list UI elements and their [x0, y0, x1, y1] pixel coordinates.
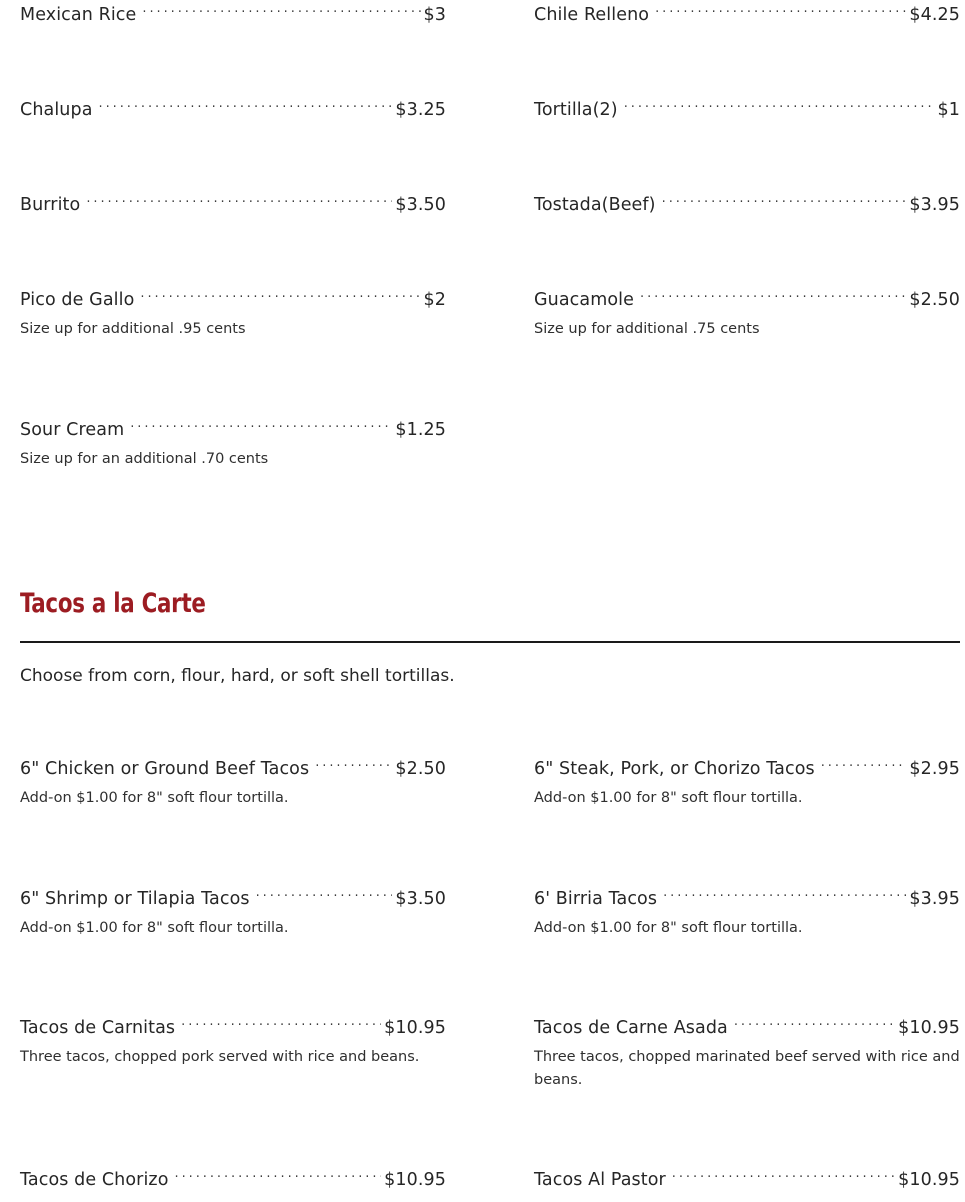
item-name: 6" Chicken or Ground Beef Tacos	[20, 759, 310, 779]
dot-leader	[624, 93, 935, 115]
item-name: Burrito	[20, 195, 81, 215]
menu-item-chicken-beef-tacos	[20, 752, 446, 810]
menu-item-tacos-al-pastor	[534, 1163, 960, 1190]
section-divider	[20, 641, 960, 643]
item-name: Chalupa	[20, 100, 93, 120]
dot-leader	[672, 1163, 895, 1185]
dot-leader	[662, 188, 907, 210]
section-title: Tacos a la Carte	[20, 588, 206, 619]
item-description: Add-on $1.00 for 8" soft flour tortilla.	[20, 920, 289, 936]
item-description: Add-on $1.00 for 8" soft flour tortilla.	[534, 790, 803, 806]
item-name: Pico de Gallo	[20, 290, 135, 310]
menu-item-guacamole	[534, 283, 960, 341]
item-description: Add-on $1.00 for 8" soft flour tortilla.	[20, 790, 289, 806]
item-description: Add-on $1.00 for 8" soft flour tortilla.	[534, 920, 803, 936]
item-price: $2.50	[909, 290, 960, 310]
item-name: Tacos de Carne Asada	[534, 1018, 728, 1038]
menu-item-tacos-de-chorizo	[20, 1163, 446, 1190]
item-price: $1.25	[395, 420, 446, 440]
item-name: Tacos de Chorizo	[20, 1170, 169, 1190]
menu-item-pico-de-gallo	[20, 283, 446, 341]
item-price: $3.50	[395, 889, 446, 909]
menu-item-sour-cream	[20, 413, 446, 471]
item-name: Chile Relleno	[534, 5, 650, 25]
dot-leader	[130, 413, 392, 435]
dot-leader	[181, 1011, 381, 1033]
item-price: $3	[423, 5, 446, 25]
item-price: $4.25	[909, 5, 960, 25]
dot-leader	[140, 283, 420, 305]
item-name: Tacos Al Pastor	[534, 1170, 666, 1190]
item-description: Size up for additional .95 cents	[20, 321, 246, 337]
menu-item-tostada	[534, 188, 960, 215]
dot-leader	[734, 1011, 895, 1033]
item-price: $3.50	[395, 195, 446, 215]
dot-leader	[99, 93, 393, 115]
menu-item-steak-pork-chorizo-tacos	[534, 752, 960, 810]
item-description: Three tacos, chopped marinated beef served with rice and beans.	[534, 1049, 960, 1088]
dot-leader	[315, 752, 392, 774]
item-name: Tacos de Carnitas	[20, 1018, 176, 1038]
menu-item-tacos-de-carnitas	[20, 1011, 446, 1069]
item-name: Tortilla(2)	[534, 100, 618, 120]
item-name: Mexican Rice	[20, 5, 137, 25]
item-price: $3.95	[909, 889, 960, 909]
item-price: $3.95	[909, 195, 960, 215]
menu-item-birria-tacos	[534, 882, 960, 940]
item-price: $10.95	[898, 1018, 960, 1038]
item-name: Guacamole	[534, 290, 635, 310]
item-name: Sour Cream	[20, 420, 125, 440]
menu-item-tacos-de-carne-asada	[534, 1011, 960, 1092]
dot-leader	[142, 0, 420, 20]
item-price: $1	[937, 100, 960, 120]
menu-item-mexican-rice	[20, 0, 446, 25]
menu-item-shrimp-tilapia-tacos	[20, 882, 446, 940]
dot-leader	[256, 882, 393, 904]
item-price: $2	[423, 290, 446, 310]
item-price: $10.95	[384, 1170, 446, 1190]
item-price: $10.95	[384, 1018, 446, 1038]
item-price: $2.50	[395, 759, 446, 779]
item-name: 6' Birria Tacos	[534, 889, 658, 909]
item-description: Size up for an additional .70 cents	[20, 451, 269, 467]
dot-leader	[655, 0, 906, 20]
menu-item-chalupa	[20, 93, 446, 120]
menu-item-tortilla	[534, 93, 960, 120]
dot-leader	[663, 882, 906, 904]
item-price: $2.95	[909, 759, 960, 779]
section-intro: Choose from corn, flour, hard, or soft shell tortillas.	[20, 666, 455, 686]
item-name: 6" Steak, Pork, or Chorizo Tacos	[534, 759, 815, 779]
item-name: 6" Shrimp or Tilapia Tacos	[20, 889, 250, 909]
item-price: $10.95	[898, 1170, 960, 1190]
dot-leader	[640, 283, 906, 305]
menu-item-chile-relleno	[534, 0, 960, 25]
menu-item-burrito	[20, 188, 446, 215]
dot-leader	[821, 752, 907, 774]
dot-leader	[175, 1163, 382, 1185]
item-name: Tostada(Beef)	[534, 195, 656, 215]
item-description: Size up for additional .75 cents	[534, 321, 760, 337]
item-description: Three tacos, chopped pork served with rice and beans.	[20, 1049, 420, 1065]
item-price: $3.25	[395, 100, 446, 120]
dot-leader	[86, 188, 392, 210]
